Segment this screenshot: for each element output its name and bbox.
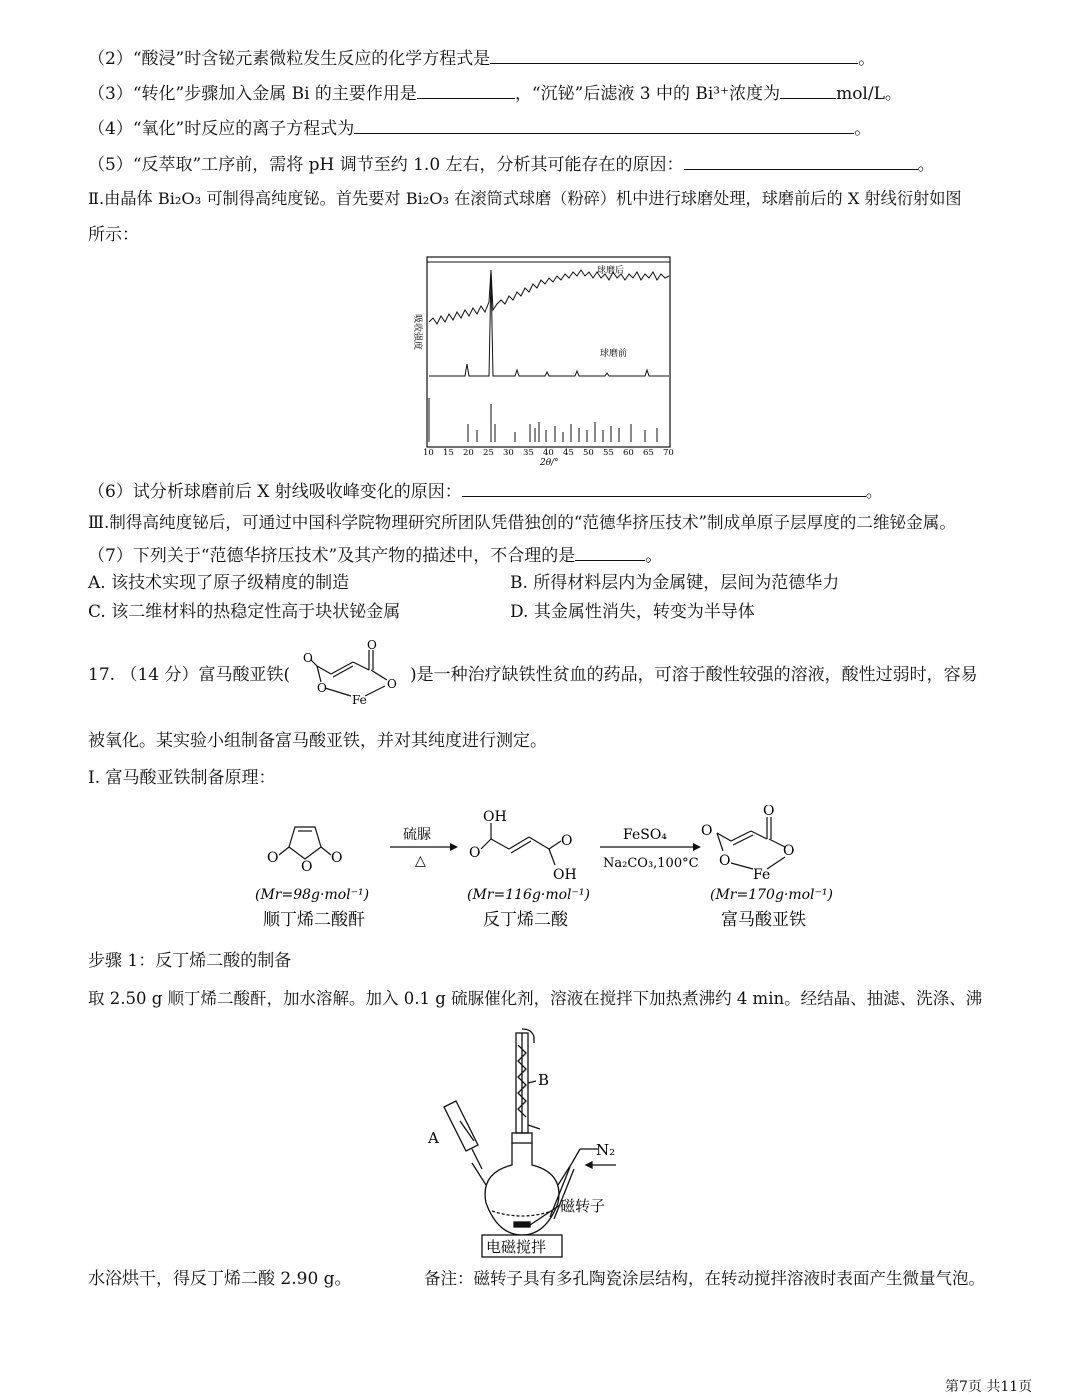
part-i-title: I. 富马酸亚铁制备原理：	[88, 768, 276, 788]
stir-bar	[514, 1222, 530, 1227]
page-footer: 第7页 共11页	[945, 1379, 1033, 1395]
oxygen-label: O	[267, 850, 279, 866]
after-milling-curve	[429, 270, 669, 324]
oxygen-label: O	[301, 859, 313, 875]
question-4: （4）“氧化”时反应的离子方程式为 。	[88, 119, 872, 139]
label-b: B	[538, 1071, 550, 1089]
step-1-title: 步骤 1：反丁烯二酸的制备	[88, 951, 292, 971]
ferrous-fumarate-structure-inline	[295, 636, 405, 708]
xrd-frame	[427, 257, 670, 447]
mr-label: (Mr=98g·mol⁻¹)	[255, 887, 370, 903]
oxygen-label: O	[783, 843, 795, 859]
apparatus-diagram	[420, 1025, 635, 1260]
x-tick: 15	[443, 448, 454, 458]
label-magnetic-stirrer: 电磁搅拌	[486, 1238, 547, 1256]
x-tick: 45	[563, 448, 574, 458]
step-1-end: 水浴烘干，得反丁烯二酸 2.90 g。	[88, 1269, 352, 1289]
mr-label: (Mr=116g·mol⁻¹)	[467, 887, 590, 903]
part-iii-intro: Ⅲ.制得高纯度铋后，可通过中国科学院物理研究所团队凭借独创的“范德华挤压技术”制成单原子层厚度的二维铋金属。	[88, 513, 956, 532]
fumaric-acid	[481, 823, 561, 865]
compound-name: 顺丁烯二酸酐	[263, 910, 365, 930]
oxygen-label: O	[469, 845, 481, 861]
oxygen-label: O	[303, 651, 313, 665]
x-tick: 55	[603, 448, 614, 458]
answer-blank[interactable]	[354, 117, 854, 134]
arrow-head	[450, 843, 458, 851]
x-tick: 60	[623, 448, 634, 458]
label-stir-bar: 磁转子	[560, 1197, 606, 1215]
solution	[492, 1211, 552, 1216]
x-tick: 10	[423, 448, 434, 458]
reaction-scheme	[255, 805, 845, 935]
oxygen-label: O	[331, 850, 343, 866]
oxygen-label: O	[701, 823, 713, 839]
arrow-2-reagent: FeSO₄	[623, 827, 667, 843]
step-1-text: 取 2.50 g 顺丁烯二酸酐，加水溶解。加入 0.1 g 硫脲催化剂，溶液在搅拌下加热煮沸约 4 min。经结晶、抽滤、洗涤、沸	[88, 989, 983, 1008]
y-axis-label: 吸收强度	[412, 314, 422, 351]
option-a[interactable]: A. 该技术实现了原子级精度的制造	[88, 573, 350, 593]
oxygen-label: O	[387, 677, 397, 691]
x-tick: 40	[543, 448, 554, 458]
apparatus-note: 备注：磁转子具有多孔陶瓷涂层结构，在转动搅拌溶液时表面产生微量气泡。	[424, 1269, 985, 1288]
x-tick: 70	[663, 448, 674, 458]
dropping-funnel	[444, 1101, 478, 1151]
x-tick: 30	[503, 448, 514, 458]
xrd-figure	[405, 252, 690, 467]
question-7: （7）下列关于“范德华挤压技术”及其产物的描述中，不合理的是 。	[88, 546, 663, 566]
part-ii-intro: Ⅱ.由晶体 Bi₂O₃ 可制得高纯度铋。首先要对 Bi₂O₃ 在滚筒式球磨（粉碎）机中进行球磨处理，球磨前后的 X 射线衍射如图	[88, 189, 962, 208]
question-6: （6）试分析球磨前后 X 射线吸收峰变化的原因： 。	[88, 482, 883, 502]
x-tick: 20	[463, 448, 474, 458]
x-tick: 35	[523, 448, 534, 458]
hydroxyl-label: OH	[483, 809, 507, 825]
question-3: （3）“转化”步骤加入金属 Bi 的主要作用是 ，“沉铋”后滤液 3 中的 Bi³⁺浓度为 mol/L。	[88, 84, 902, 104]
label-after-milling: 球磨后	[597, 266, 625, 276]
compound-name: 反丁烯二酸	[483, 910, 568, 930]
maleic-anhydride	[279, 827, 331, 859]
answer-blank[interactable]	[462, 480, 866, 497]
part-ii-intro-cont: 所示：	[88, 225, 139, 245]
iron-label: Fe	[753, 867, 771, 883]
x-tick: 65	[643, 448, 654, 458]
before-milling-curve	[429, 272, 669, 376]
answer-blank[interactable]	[417, 82, 515, 99]
arrow-2-condition: Na₂CO₃,100°C	[603, 856, 699, 871]
hydroxyl-label: OH	[553, 867, 577, 883]
answer-blank[interactable]	[684, 153, 918, 170]
option-c[interactable]: C. 该二维材料的热稳定性高于块状铋金属	[88, 602, 401, 622]
label-before-milling: 球磨前	[600, 349, 628, 359]
arrow-head	[693, 843, 701, 851]
three-neck-flask	[485, 1143, 559, 1235]
question-17-desc: )是一种治疗缺铁性贫血的药品，可溶于酸性较强的溶液，酸性过弱时，容易	[410, 665, 978, 685]
oxygen-label: O	[763, 805, 775, 819]
label-a: A	[428, 1129, 439, 1147]
option-b[interactable]: B. 所得材料层内为金属键，层间为范德华力	[510, 573, 840, 593]
oxygen-label: O	[719, 853, 731, 869]
answer-blank[interactable]	[575, 544, 645, 561]
oxygen-label: O	[317, 681, 327, 695]
question-17-lead: 17. （14 分）富马酸亚铁(	[88, 665, 291, 685]
answer-blank[interactable]	[490, 47, 858, 64]
mr-label: (Mr=170g·mol⁻¹)	[710, 887, 833, 903]
question-17-desc-cont: 被氧化。某实验小组制备富马酸亚铁，并对其纯度进行测定。	[88, 731, 547, 751]
oxygen-label: O	[561, 833, 573, 849]
label-n2: N₂	[596, 1141, 616, 1159]
arrow-1-reagent: 硫脲	[403, 827, 431, 843]
answer-blank[interactable]	[780, 82, 836, 99]
question-5: （5）“反萃取”工序前，需将 pH 调节至约 1.0 左右，分析其可能存在的原因： 。	[88, 155, 935, 175]
x-tick: 25	[483, 448, 494, 458]
x-tick: 50	[583, 448, 594, 458]
oxygen-label: O	[367, 638, 377, 652]
question-2: （2）“酸浸”时含铋元素微粒发生反应的化学方程式是 。	[88, 49, 876, 69]
option-d[interactable]: D. 其金属性消失，转变为半导体	[510, 602, 755, 622]
x-axis-label: 2θ/°	[540, 458, 559, 467]
arrow-1-condition: △	[415, 853, 426, 869]
iron-label: Fe	[352, 693, 367, 707]
x-tick-labels	[423, 448, 674, 458]
compound-name: 富马酸亚铁	[721, 910, 806, 930]
